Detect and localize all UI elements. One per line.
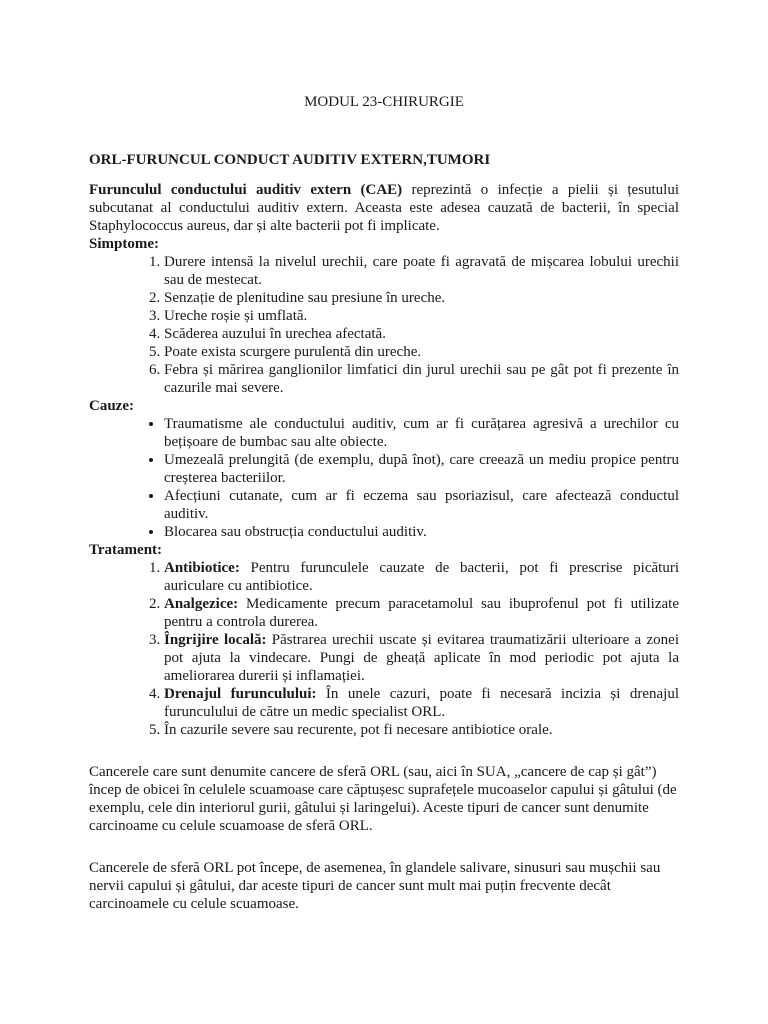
list-item: 3. Ureche roșie și umflată. [164, 307, 679, 325]
list-item: 2. Senzație de plenitudine sau presiune în ureche. [164, 289, 679, 307]
treatment-text: Pentru furunculele cauzate de bacterii, pot fi prescrise picături auriculare cu antibiotice. [164, 560, 679, 594]
list-item: 1. Durere intensă la nivelul urechii, care poate fi agravată de mișcarea lobului urechii sau de mestecat. [164, 253, 679, 289]
treatment-label: Tratament: [89, 542, 163, 558]
symptoms-list [89, 253, 679, 397]
treatment-text: În cazurile severe sau recurente, pot fi necesare antibiotice orale. [164, 722, 553, 738]
list-item [164, 721, 679, 739]
intro-text: reprezintă o infecție a pielii și țesutului subcutanat al conductului auditiv extern. Aceasta este adesea cauzată de bacterii, în special Staphylococcus aureus, dar și alte bacterii pot fi implicate. [89, 182, 679, 234]
main-content [89, 181, 679, 739]
intro-paragraph [89, 181, 679, 235]
treatment-text: Medicamente precum paracetamolul sau ibuprofenul pot fi utilizate pentru a controla durerea. [164, 596, 679, 630]
treatment-text: În unele cazuri, poate fi necesară incizia și drenajul furunculului de către un medic specialist ORL. [164, 686, 679, 720]
list-item: • Umezeală prelungită (de exemplu, după înot), care creează un mediu propice pentru creșterea bacteriilor. [164, 451, 679, 487]
treatment-term: Analgezice: [164, 596, 239, 612]
treatment-term: Îngrijire locală: [164, 632, 267, 648]
list-item: • Afecțiuni cutanate, cum ar fi eczema sau psoriazisul, care afectează conductul auditiv. [164, 487, 679, 523]
treatment-term: Antibiotice: [164, 560, 240, 576]
treatment-list [89, 559, 679, 739]
intro-bold-term: Furunculul conductului auditiv extern (CAE) [89, 182, 403, 198]
list-item: 6. Febra și mărirea ganglionilor limfatici din jurul urechii sau pe gât pot fi prezente în cazurile mai severe. [164, 361, 679, 397]
list-item: 4. Scăderea auzului în urechea afectată. [164, 325, 679, 343]
list-item [164, 631, 679, 685]
list-item: • Traumatisme ale conductului auditiv, cum ar fi curățarea agresivă a urechilor cu bețișoare de bumbac sau alte obiecte. [164, 415, 679, 451]
symptoms-label: Simptome: [89, 236, 159, 252]
treatment-text: Păstrarea urechii uscate și evitarea traumatizării ulterioare a zonei pot ajuta la vindecare. Pungi de gheață aplicate în mod periodic pot ajuta la ameliorarea durerii și inflamației. [164, 632, 679, 684]
list-item: • Blocarea sau obstrucția conductului auditiv. [164, 523, 679, 541]
list-item [164, 685, 679, 721]
list-item [164, 559, 679, 595]
main-heading: ORL-FURUNCUL CONDUCT AUDITIV EXTERN,TUMORI [89, 152, 491, 168]
causes-list [89, 415, 679, 541]
cancer-paragraph-1: Cancerele care sunt denumite cancere de sferă ORL (sau, aici în SUA, „cancere de cap și gât”) încep de obicei în celulele scuamoase care căptușesc suprafețele mucoaselor capului și gâtului (de exemplu, cele din interiorul gurii, gâtului și laringelui). Aceste tipuri de cancer sunt denumite carcinoame cu celule scuamoase de sferă ORL. [89, 764, 677, 834]
treatment-term: Drenajul furunculului: [164, 686, 317, 702]
list-item: 5. Poate exista scurgere purulentă din ureche. [164, 343, 679, 361]
module-title: MODUL 23-CHIRURGIE [304, 94, 464, 110]
cancer-paragraph-2: Cancerele de sferă ORL pot începe, de asemenea, în glandele salivare, sinusuri sau mușchii sau nervii capului și gâtului, dar aceste tipuri de cancer sunt mult mai puțin frecvente decât carcinoamele cu celule scuamoase. [89, 860, 661, 912]
causes-label: Cauze: [89, 398, 134, 414]
list-item [164, 595, 679, 631]
